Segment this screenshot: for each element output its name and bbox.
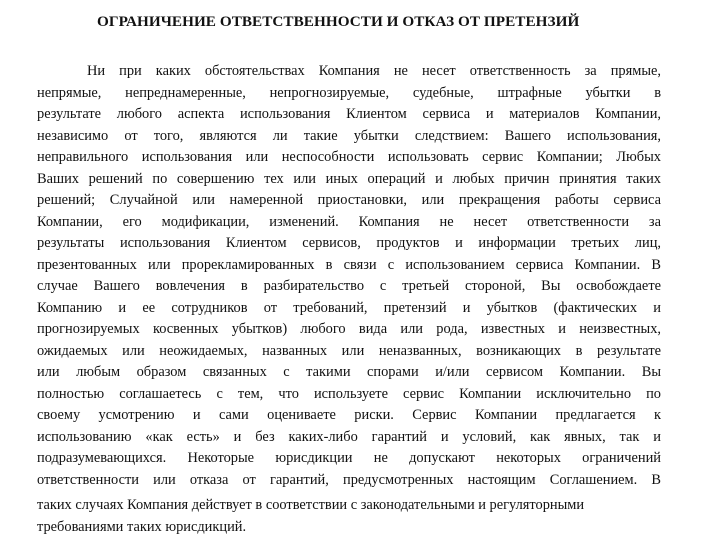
paragraph-line: Компании, его модификации, изменений. Компания не несет ответственности за — [37, 213, 661, 230]
paragraph-line: Компанию и ее сотрудников от требований, претензий и убытков (фактических и — [37, 299, 661, 316]
paragraph-line: требованиями таких юрисдикций. — [37, 518, 247, 535]
paragraph-line: прогнозируемых косвенных убытков) любого вида или рода, известных и неизвестных, — [37, 321, 661, 337]
paragraph-line: ответственности или отказа от гарантий, предусмотренных настоящим Соглашением. В — [37, 471, 661, 488]
document-title: ОГРАНИЧЕНИЕ ОТВЕТСТВЕННОСТИ И ОТКАЗ ОТ ПРЕТЕНЗИЙ — [97, 13, 580, 30]
paragraph-line: результаты использования Клиентом сервисов, продуктов и информации третьих лиц, — [37, 235, 661, 251]
paragraph-line: своему усмотрению и сами оцениваете риски. Сервис Компании предлагается к — [37, 407, 661, 423]
paragraph-line: Ваших решений по совершению тех или иных операций и любых причин принятия таких — [37, 170, 661, 187]
paragraph-line: независимо от того, являются ли такие убытки следствием: Вашего использования, — [37, 127, 661, 144]
paragraph-line: результате любого аспекта использования Клиентом сервиса и материалов Компании, — [37, 106, 661, 122]
paragraph-line: случае Вашего вовлечения в разбирательство с третьей стороной, Вы освобождаете — [37, 278, 661, 294]
paragraph-line: подразумевающихся. Некоторые юрисдикции не допускают некоторых ограничений — [37, 450, 661, 466]
paragraph-line: презентованных или прорекламированных в связи с использованием сервиса Компании. В — [37, 256, 661, 273]
paragraph-line: полностью соглашаетесь с тем, что используете сервис Компании исключительно по — [37, 385, 661, 402]
disclaimer-paragraph — [37, 61, 661, 538]
paragraph-line: Ни при каких обстоятельствах Компания не несет ответственность за прямые, — [87, 63, 661, 79]
paragraph-line: ожидаемых или неожидаемых, названных или неназванных, возникающих в результате — [37, 342, 661, 359]
paragraph-line: неправильного использования или неспособности использовать сервис Компании; Любых — [37, 149, 661, 165]
paragraph-line: таких случаях Компания действует в соответствии с законодательными и регуляторными — [37, 497, 585, 513]
paragraph-line: непрямые, непреднамеренные, непрогнозируемые, судебные, штрафные убытки в — [37, 84, 661, 101]
paragraph-line: использованию «как есть» и без каких-либо гарантий и условий, как явных, так и — [37, 428, 661, 445]
paragraph-line: решений; Случайной или намеренной приостановки, или прекращения работы сервиса — [37, 192, 661, 208]
paragraph-line: или любым образом связанных с такими спорами и/или сервисом Компании. Вы — [37, 364, 661, 380]
